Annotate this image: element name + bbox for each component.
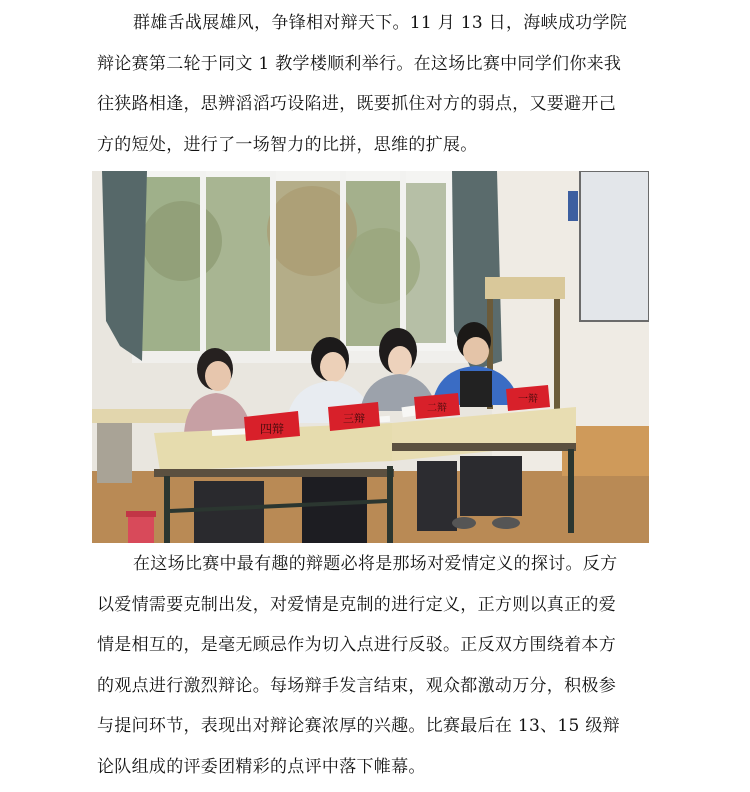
name-card-label: 一辩 <box>518 394 538 405</box>
debate-photo <box>92 171 649 543</box>
paragraph-line: 辩论赛第二轮于同文 1 教学楼顺利举行。在这场比赛中同学们你来我 <box>97 53 622 74</box>
name-card <box>328 402 380 431</box>
name-card-label: 二辩 <box>427 403 447 414</box>
paragraph-line: 论队组成的评委团精彩的点评中落下帷幕。 <box>97 756 426 777</box>
name-card-label: 四辩 <box>259 422 285 436</box>
paragraph-line: 与提问环节，表现出对辩论赛浓厚的兴趣。比赛最后在 13、15 级辩 <box>97 716 620 736</box>
classroom-scene <box>92 171 649 543</box>
paragraph-line: 在这场比赛中最有趣的辩题必将是那场对爱情定义的探讨。反方 <box>133 554 618 574</box>
name-card-label: 三辩 <box>343 412 365 425</box>
paragraph-line: 群雄舌战展雄风，争锋相对辩天下。11 月 13 日，海峡成功学院 <box>133 13 628 33</box>
intro-paragraph <box>97 3 653 165</box>
name-card <box>506 385 550 411</box>
paragraph-line: 的观点进行激烈辩论。每场辩手发言结束，观众都激动万分，积极参 <box>97 675 616 696</box>
paragraph-line: 往狭路相逢，思辨滔滔巧设陷进，既要抓住对方的弱点，又要避开己 <box>97 94 616 114</box>
paragraph-line: 情是相互的，是毫无顾忌作为切入点进行反驳。正反双方围绕着本方 <box>97 635 616 655</box>
name-card <box>414 393 460 419</box>
body-paragraph <box>97 544 653 787</box>
paragraph-line: 以爱情需要克制出发，对爱情是克制的进行定义，正方则以真正的爱 <box>97 594 616 615</box>
paragraph-line: 方的短处，进行了一场智力的比拼，思维的扩展。 <box>97 134 478 155</box>
